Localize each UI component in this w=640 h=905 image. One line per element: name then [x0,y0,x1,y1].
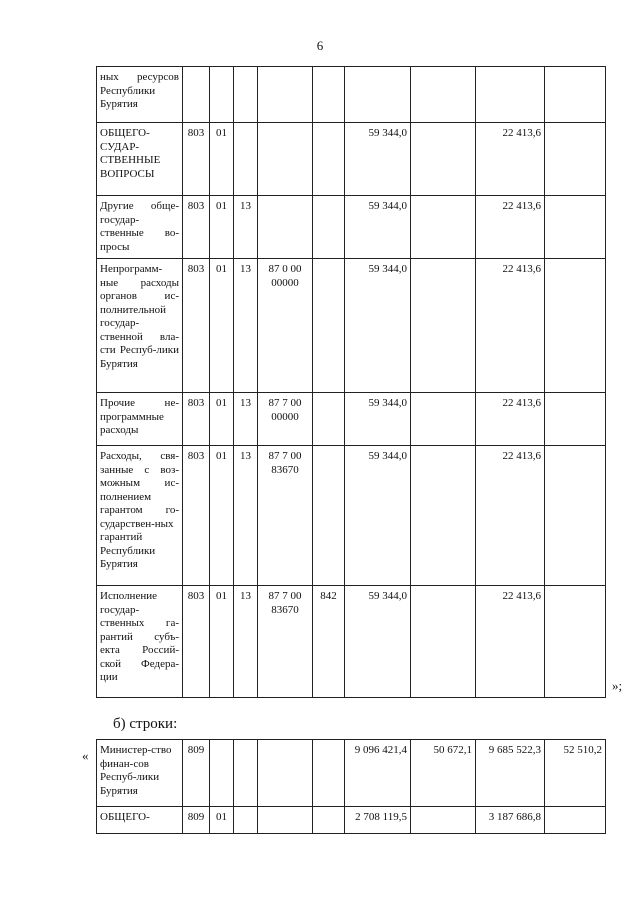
cell-grbs: 803 [183,123,210,196]
cell-expense-type [313,123,345,196]
row-name: Министер-ство финан-сов Респуб-лики Бурятия [97,740,183,807]
table-row [97,196,606,259]
closing-quote: »; [612,678,623,693]
table-row [97,740,606,807]
cell-amount-year1-subvention [411,393,476,446]
cell-grbs: 809 [183,807,210,834]
cell-grbs: 803 [183,259,210,393]
cell-subsection: 13 [234,446,258,586]
cell-amount-year2: 22 413,6 [476,196,545,259]
cell-section [210,740,234,807]
row-name: ОБЩЕГО-СУДАР-СТВЕННЫЕ ВОПРОСЫ [97,123,183,196]
cell-amount-year2: 22 413,6 [476,586,545,698]
cell-amount-year2-subvention [545,67,606,123]
row-name: Прочие не-программные расходы [97,393,183,446]
cell-amount-year1: 59 344,0 [345,123,411,196]
table-row [97,586,606,698]
table-row [97,807,606,834]
cell-amount-year1: 59 344,0 [345,196,411,259]
cell-amount-year1-subvention: 50 672,1 [411,740,476,807]
cell-target-article [258,67,313,123]
cell-amount-year1: 59 344,0 [345,259,411,393]
cell-amount-year2: 22 413,6 [476,123,545,196]
cell-amount-year2: 9 685 522,3 [476,740,545,807]
table-row [97,259,606,393]
cell-amount-year1-subvention [411,67,476,123]
cell-expense-type [313,259,345,393]
cell-expense-type [313,446,345,586]
cell-amount-year2-subvention [545,196,606,259]
row-name: Другие обще-государ-ственные во-просы [97,196,183,259]
cell-amount-year2-subvention [545,586,606,698]
cell-amount-year1: 59 344,0 [345,446,411,586]
cell-amount-year1-subvention [411,259,476,393]
cell-subsection: 13 [234,586,258,698]
row-name: ных ресурсов Республики Бурятия [97,67,183,123]
cell-subsection [234,67,258,123]
section-b-heading: б) строки: [113,716,178,732]
cell-grbs: 803 [183,196,210,259]
cell-subsection: 13 [234,393,258,446]
cell-amount-year1-subvention [411,446,476,586]
cell-target-article [258,807,313,834]
cell-target-article [258,123,313,196]
cell-expense-type: 842 [313,586,345,698]
cell-amount-year1: 59 344,0 [345,586,411,698]
cell-section: 01 [210,196,234,259]
cell-section: 01 [210,446,234,586]
cell-section: 01 [210,807,234,834]
cell-amount-year1-subvention [411,586,476,698]
cell-section: 01 [210,123,234,196]
cell-amount-year2: 3 187 686,8 [476,807,545,834]
cell-expense-type [313,393,345,446]
cell-subsection [234,807,258,834]
cell-expense-type [313,740,345,807]
row-name: Непрограмм-ные расходы органов ис-полнительной государ-ственной вла-сти Респуб-лики Бурятия [97,259,183,393]
cell-grbs: 809 [183,740,210,807]
cell-target-article [258,196,313,259]
cell-amount-year1: 59 344,0 [345,393,411,446]
cell-grbs: 803 [183,393,210,446]
cell-target-article: 87 7 00 83670 [258,446,313,586]
budget-table-new-rows [96,739,606,834]
cell-subsection: 13 [234,259,258,393]
cell-section [210,67,234,123]
cell-amount-year2: 22 413,6 [476,446,545,586]
cell-subsection [234,740,258,807]
cell-subsection: 13 [234,196,258,259]
cell-amount-year2-subvention [545,446,606,586]
table-row [97,393,606,446]
cell-amount-year2-subvention [545,393,606,446]
cell-section: 01 [210,586,234,698]
cell-amount-year1: 2 708 119,5 [345,807,411,834]
cell-amount-year1-subvention [411,807,476,834]
cell-amount-year1 [345,67,411,123]
cell-expense-type [313,67,345,123]
cell-amount-year2 [476,67,545,123]
cell-section: 01 [210,393,234,446]
cell-section: 01 [210,259,234,393]
row-name: Расходы, свя-занные с воз-можным ис-полнением гарантом го-сударствен-ных гарантий Республики Бурятия [97,446,183,586]
cell-amount-year2: 22 413,6 [476,259,545,393]
opening-quote: « [82,748,89,763]
page-number: 6 [316,38,324,53]
cell-target-article: 87 7 00 00000 [258,393,313,446]
cell-amount-year2-subvention [545,123,606,196]
cell-amount-year1-subvention [411,123,476,196]
cell-target-article: 87 0 00 00000 [258,259,313,393]
row-name: ОБЩЕГО- [97,807,183,834]
cell-target-article: 87 7 00 83670 [258,586,313,698]
cell-grbs [183,67,210,123]
table-row [97,67,606,123]
cell-amount-year2: 22 413,6 [476,393,545,446]
cell-grbs: 803 [183,586,210,698]
budget-table-continued [96,66,606,698]
cell-grbs: 803 [183,446,210,586]
cell-amount-year1: 9 096 421,4 [345,740,411,807]
cell-amount-year1-subvention [411,196,476,259]
cell-subsection [234,123,258,196]
cell-amount-year2-subvention: 52 510,2 [545,740,606,807]
cell-amount-year2-subvention [545,807,606,834]
cell-expense-type [313,196,345,259]
cell-expense-type [313,807,345,834]
row-name: Исполнение государ-ственных га-рантий субъ-екта Россий-ской Федера-ции [97,586,183,698]
table-row [97,446,606,586]
cell-target-article [258,740,313,807]
table-row [97,123,606,196]
cell-amount-year2-subvention [545,259,606,393]
